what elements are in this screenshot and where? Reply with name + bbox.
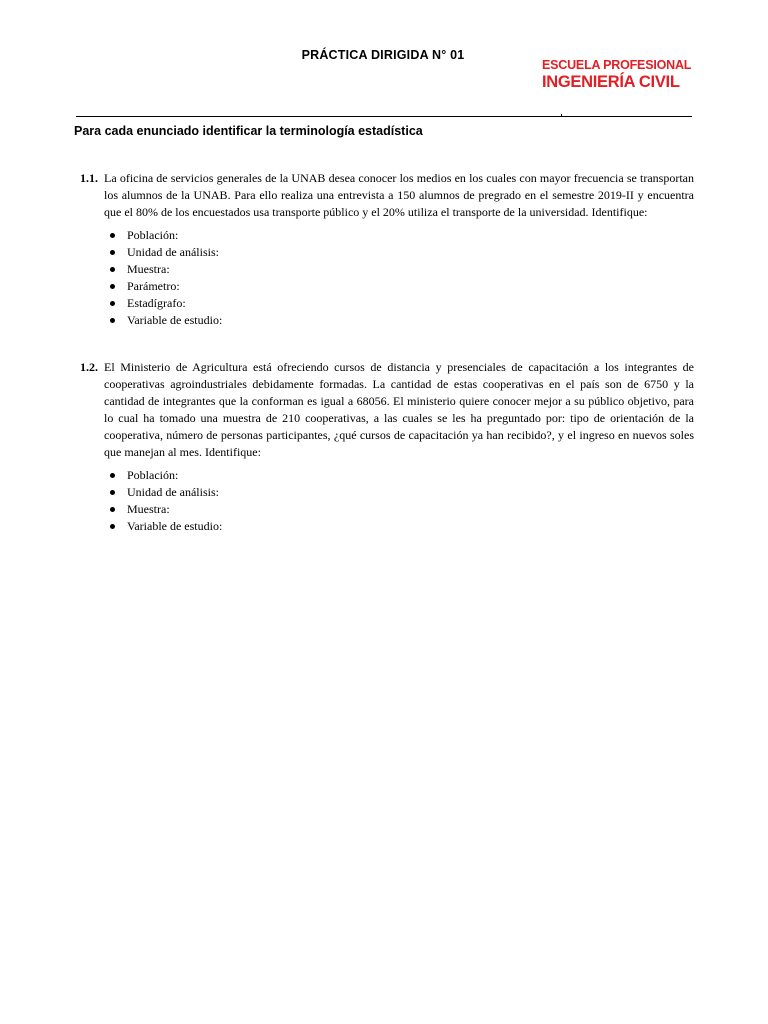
term-label: Unidad de análisis: (127, 485, 219, 499)
term-label: Variable de estudio: (127, 519, 223, 533)
bullet-icon (110, 267, 115, 272)
list-item (80, 518, 694, 535)
bullet-icon (110, 284, 115, 289)
bullet-icon (110, 524, 115, 529)
list-item (80, 484, 694, 501)
list-item (80, 278, 694, 295)
bullet-icon (110, 301, 115, 306)
bullet-icon (110, 490, 115, 495)
list-item (80, 244, 694, 261)
list-item (80, 295, 694, 312)
header-divider (76, 116, 692, 117)
bullet-icon (110, 250, 115, 255)
exercise-statement: La oficina de servicios generales de la UNAB desea conocer los medios en los cuales con mayor frecuencia se transportan los alumnos de la UNAB. Para ello realiza una entrevista a 150 alumnos de pregrado en el semestre 2019-II y encuentra que el 80% de los encuestados usa transporte público y el 20% utiliza el transporte de la universidad. Identifique: (104, 171, 694, 219)
exercise-1-1 (80, 170, 694, 329)
list-item (80, 227, 694, 244)
term-label: Variable de estudio: (127, 313, 223, 327)
bullet-icon (110, 507, 115, 512)
terms-list (80, 467, 694, 535)
term-label: Población: (127, 228, 179, 242)
term-label: Muestra: (127, 262, 170, 276)
bullet-icon (110, 473, 115, 478)
exercise-1-2 (80, 359, 694, 535)
bullet-icon (110, 318, 115, 323)
document-title: PRÁCTICA DIRIGIDA N° 01 (301, 48, 465, 62)
exercise-statement: El Ministerio de Agricultura está ofreciendo cursos de distancia y presenciales de capacitación a los integrantes de cooperativas agroindustriales debidamente formadas. La cantidad de estas cooperativas en el país son de 6750 y la cantidad de integrantes que la conforman es igual a 68056. El ministerio quiere conocer mejor a su público objetivo, para lo cual ha tomado una muestra de 210 cooperativas, a las cuales se les ha preguntado por: tipo de orientación de la cooperativa, número de personas participantes, ¿qué cursos de capacitación ya han recibido?, y el ingreso en nuevos soles que manejan al mes. Identifique: (104, 360, 694, 459)
logo-line-program: INGENIERÍA CIVIL (542, 73, 680, 91)
term-label: Muestra: (127, 502, 170, 516)
list-item (80, 261, 694, 278)
school-logo (542, 58, 692, 92)
term-label: Estadígrafo: (127, 296, 186, 310)
exercise-number: 1.1. (80, 171, 98, 185)
terms-list (80, 227, 694, 329)
list-item (80, 501, 694, 518)
logo-line-school: ESCUELA PROFESIONAL (542, 58, 692, 72)
instruction-heading: Para cada enunciado identificar la terminología estadística (74, 124, 423, 138)
term-label: Población: (127, 468, 179, 482)
term-label: Parámetro: (127, 279, 180, 293)
bullet-icon (110, 233, 115, 238)
list-item (80, 312, 694, 329)
exercise-number: 1.2. (80, 360, 98, 374)
term-label: Unidad de análisis: (127, 245, 219, 259)
list-item (80, 467, 694, 484)
